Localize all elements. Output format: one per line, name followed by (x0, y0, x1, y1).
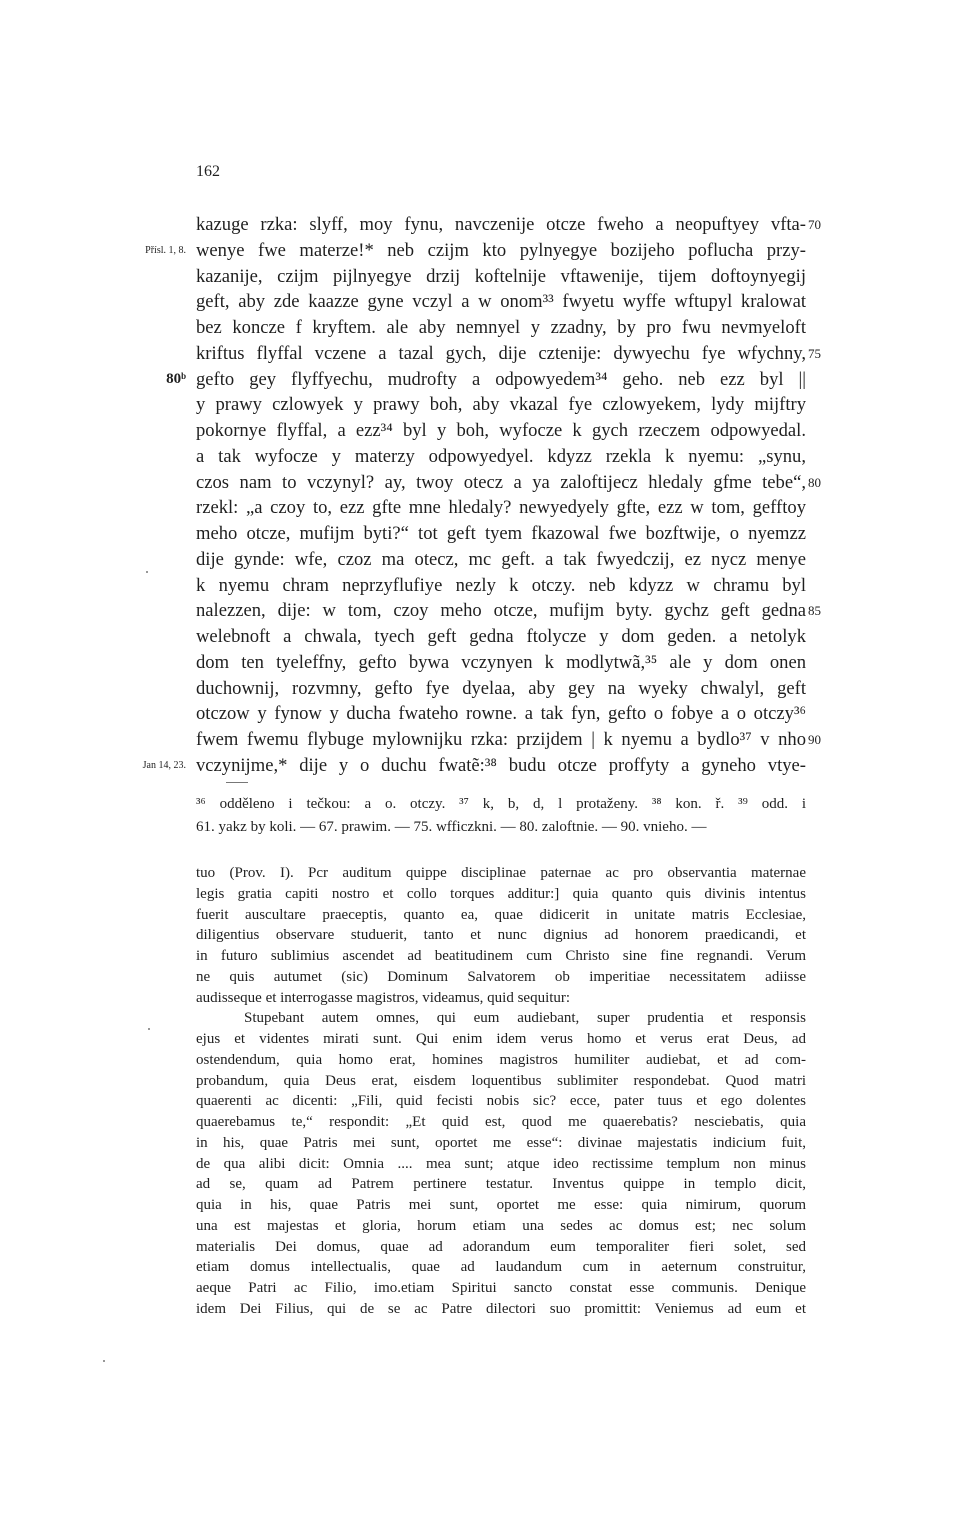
text-line: dom ten tyeleffny, gefto bywa vczynyen k modlytwã,³⁵ ale y dom onen (196, 651, 806, 673)
commentary-line: in his, quae Patris mei sunt, oportet me esse“: divinae majestatis indicium fuit, (196, 1134, 806, 1151)
text-line: kriftus flyffal vczene a tazal gych, dije cztenije: dywyechu fye wfychny, 75 (196, 341, 806, 367)
text-line: dije gynde: wfe, czoz ma otecz, mc geft. a tak fwyedczij, ez nycz menye (196, 548, 806, 570)
text-line: czos nam to vczynyl? ay, twoy otecz a ya zaloftijecz hledaly gfme tebe“, 80 (196, 470, 806, 496)
line-number: 85 (808, 603, 821, 619)
main-text (142, 212, 821, 779)
latin-commentary (196, 863, 806, 1320)
text-line: k nyemu chram neprzyflufiye nezly k otczy. neb kdyzz w chramu byl (196, 574, 806, 596)
commentary-line: fuerit auscultare praeceptis, quanto ea, quae didicerit in unitate matris Ecclesiae, (196, 906, 806, 923)
text-line: otczow y fynow y ducha fwateho rowne. a tak fyn, gefto o fobye a o otczy³⁶ (196, 703, 806, 725)
text-line: geft, aby zde kaazze gyne vczyl a w onom³³ fwyetu wyffe wftupyl kralowat (196, 291, 806, 313)
commentary-line: diligentius observare studuerit, tanto et nunc dignius ad honorem praedicandi, et (196, 927, 806, 944)
commentary-line: quaerebamus te,“ respondit: „Et quid est, quod me quaerebatis? nesciebatis, quia (196, 1114, 806, 1130)
line-number: 75 (808, 345, 821, 361)
text-line: kazuge rzka: slyff, moy fynu, navczenije otcze fweho a neopuftyey vfta- 70 (196, 212, 806, 238)
commentary-line: audisseque et interrogasse magistros, videamus, quid sequitur: (196, 989, 571, 1006)
commentary-line: quaerenti ac dicenti: „Fili, quid fecisti nobis sic? ecce, pater tuus et ego dolentes (196, 1093, 806, 1110)
text-line: pokornye flyffal, a ezz³⁴ byl y boh, wyfocze k gych rzeczem odpowyedal. (196, 420, 806, 441)
page-number: 162 (196, 163, 220, 180)
footnote-line: ³⁶ odděleno i tečkou: a o. otczy. ³⁷ k, b, d, l protaženy. ³⁸ kon. ř. ³⁹ odd. i (196, 796, 806, 812)
text-line: nalezzen, dije: w tom, czoy meho otcze, mufijm byty. gychz geft gedna 85 (196, 598, 806, 624)
commentary-line: idem Dei Filius, qui de se ac Patre dilectori suo promittit: Veniemus ad eum et (196, 1300, 806, 1317)
text-line: duchownij, rozvmny, gefto fye dyelaa, aby gey na wyeky chwalyl, geft (196, 677, 806, 699)
commentary-line: in futuro sublimius ascendet ad beatitudinem cum Christo sine fine regnandi. Verum (196, 948, 806, 964)
text-line: a tak wyfocze y materzy odpowyedyel. kdyzz rzekla k nyemu: „synu, (196, 445, 806, 467)
line-number: 80 (808, 474, 821, 490)
text-line: welebnoft a chwala, tyech geft gedna ftolycze y dom geden. a netolyk (196, 626, 806, 647)
text-line: vczynijme,* dije y o duchu fwatẽ:³⁸ budu otcze proffyty a gyneho vtye- Jan 14, 23. (196, 753, 806, 779)
footnote-line: 61. yakz by koli. — 67. prawim. — 75. wfficzkni. — 80. zaloftnie. — 90. vnieho. — (196, 819, 707, 835)
line-number: 90 (808, 732, 821, 747)
folio-marker: 80ᵇ (166, 370, 186, 387)
commentary-line: quia in his, quae Patris mei sunt, oportet me esse: quia nimirum, quorum (196, 1197, 806, 1213)
line-number: 70 (808, 217, 821, 232)
commentary-line: ne quis autumet (sic) Dominum Salvatorem ob imperitiae necessitatem adiisse (196, 968, 806, 985)
commentary-line: Stupebant autem omnes, qui eum audiebant, super prudentia et responsis (244, 1010, 806, 1027)
commentary-line: legis gratia capiti nostro et collo torques additur:] quia quanto quis divinis intentus (196, 885, 806, 902)
commentary-line: aeque Patri ac Filio, imo.etiam Spiritui sancto constat esse communis. Denique (196, 1280, 806, 1296)
margin-reference: Jan 14, 23. (142, 759, 186, 771)
text-line: bez koncze f kryftem. ale aby nemnyel y zzadny, by pro fwu nevmyeloft (196, 317, 806, 338)
text-line: y prawy czlowyek y prawy boh, aby vkazal fye czlowyekem, lydy mijftry (196, 394, 806, 416)
scan-speck (146, 571, 148, 573)
commentary-line: materialis Dei domus, quae ad adorandum eum temporaliter fieri solet, sed (196, 1238, 806, 1255)
commentary-line: ostendendum, quia homo erat, homines magistros humiliter audiebat, et ad com- (196, 1051, 806, 1068)
text-line: fwem fwemu flybuge mylownijku rzka: przijdem | k nyemu a bydlo³⁷ v nho 90 (196, 727, 806, 753)
text-line: meho otcze, mufijm byti?“ tot geft tyem fkazowal fwe bozftwije, o nyemzz (196, 523, 806, 544)
commentary-line: etiam domus intellectualis, quae ad laudandum cum in aeternum construitur, (196, 1259, 806, 1276)
text-line: kazanije, czijm pijlnyegye drzij koftelnije vftawenije, tijem doftoynyegij (196, 265, 806, 287)
commentary-line: una est majestas et gloria, horum etiam una sedes ac domus est; nec solum (196, 1217, 806, 1234)
text-line: gefto gey flyffyechu, mudrofty a odpowyedem³⁴ geho. neb ezz byl || 80ᵇ (196, 367, 806, 393)
commentary-line: de qua alibi dicit: Omnia .... mea sunt; atque ideo rectissime templum non minus (196, 1155, 806, 1172)
footnotes (196, 793, 806, 839)
commentary-line: tuo (Prov. I). Pcr auditum quippe disciplinae paternae ac pro observantia maternae (196, 865, 806, 881)
scan-speck (148, 1028, 150, 1030)
commentary-line: ad se, quam ad Patrem pertinere testatur. Inventus quippe in templo dicit, (196, 1176, 806, 1193)
commentary-line: ejus et videntes mirati sunt. Qui enim idem verus homo et verus erat Deus, ad (196, 1031, 806, 1047)
footnote-rule (226, 782, 248, 783)
text-line: wenye fwe materze!* neb czijm kto pylnyegye bozijeho poflucha przy- Přísl. 1, 8. (196, 238, 806, 264)
commentary-line: probandum, quia Deus erat, eisdem loquentibus sublimiter respondebat. Quod matri (196, 1072, 806, 1089)
text-line: rzekl: „a czoy to, ezz gfte mne hledaly? newyedyely gfte, ezz w tom, gefftoy (196, 497, 806, 519)
margin-reference: Přísl. 1, 8. (145, 244, 186, 256)
scan-speck (103, 1360, 105, 1362)
